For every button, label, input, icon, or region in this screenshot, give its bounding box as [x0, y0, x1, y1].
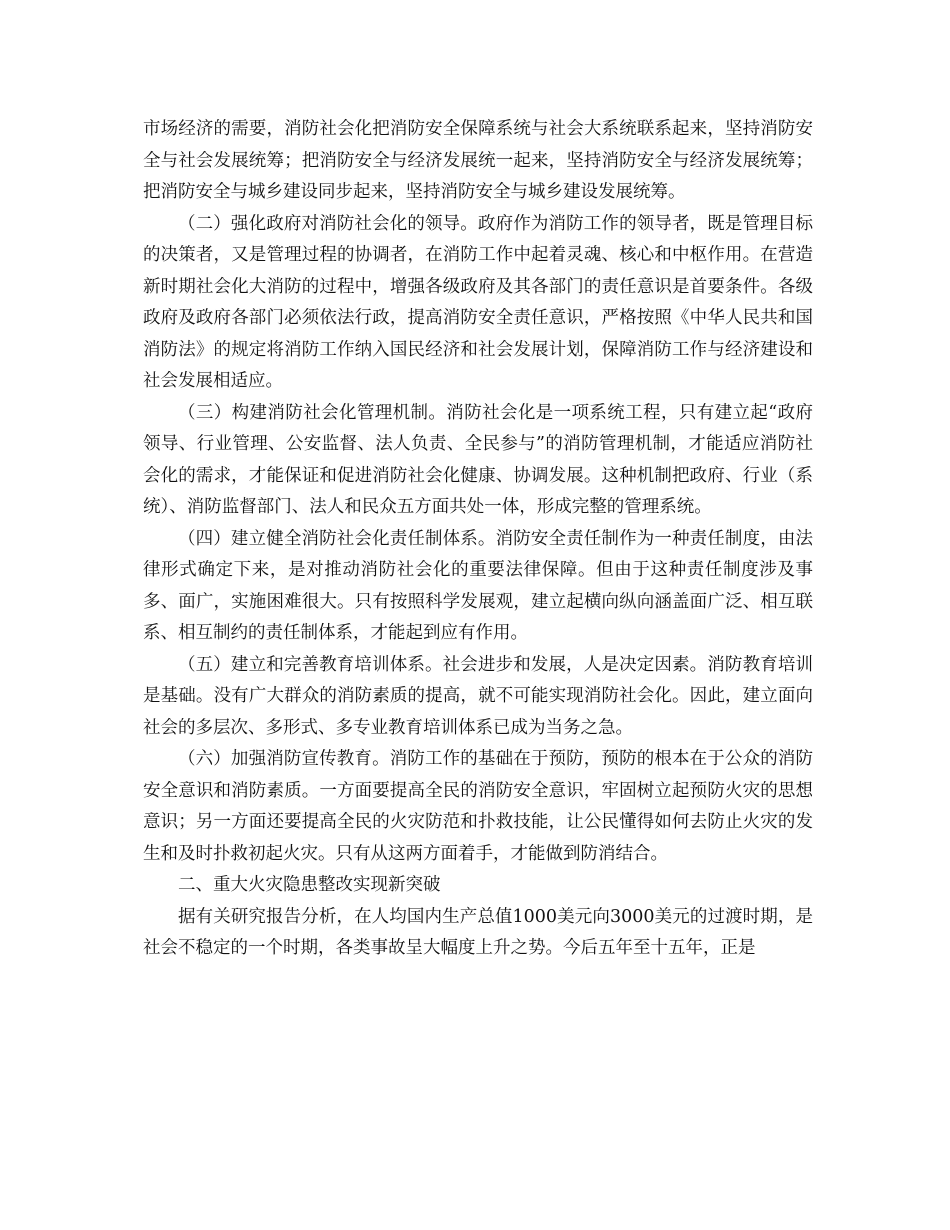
document-page	[143, 114, 813, 965]
paragraph-1: 市场经济的需要，消防社会化把消防安全保障系统与社会大系统联系起来，坚持消防安全与社会发展统筹；把消防安全与经济发展统一起来，坚持消防安全与经济发展统筹；把消防安全与城乡建设同步起来，坚持消防安全与城乡建设发展统筹。	[143, 119, 813, 202]
section-heading: 二、重大火灾隐患整改实现新突破	[178, 875, 441, 895]
paragraph-4: （四）建立健全消防社会化责任制体系。消防安全责任制作为一种责任制度，由法律形式确定下来，是对推动消防社会化的重要法律保障。但由于这种责任制度涉及事多、面广，实施困难很大。只有按照科学发展观，建立起横向纵向涵盖面广泛、相互联系、相互制约的责任制体系，才能起到应有作用。	[143, 528, 813, 643]
paragraph-7: 据有关研究报告分析，在人均国内生产总值1000美元向3000美元的过渡时期，是社会不稳定的一个时期，各类事故呈大幅度上升之势。今后五年至十五年，正是	[143, 906, 813, 958]
paragraph-6: （六）加强消防宣传教育。消防工作的基础在于预防，预防的根本在于公众的消防安全意识和消防素质。一方面要提高全民的消防安全意识，牢固树立起预防火灾的思想意识；另一方面还要提高全民的火灾防范和扑救技能，让公民懂得如何去防止火灾的发生和及时扑救初起火灾。只有从这两方面着手，才能做到防消结合。	[143, 749, 813, 864]
paragraph-5: （五）建立和完善教育培训体系。社会进步和发展，人是决定因素。消防教育培训是基础。没有广大群众的消防素质的提高，就不可能实现消防社会化。因此，建立面向社会的多层次、多形式、多专业教育培训体系已成为当务之急。	[143, 654, 813, 738]
paragraph-2: （二）强化政府对消防社会化的领导。政府作为消防工作的领导者，既是管理目标的决策者，又是管理过程的协调者，在消防工作中起着灵魂、核心和中枢作用。在营造新时期社会化大消防的过程中，增强各级政府及其各部门的责任意识是首要条件。各级政府及政府各部门必须依法行政，提高消防安全责任意识，严格按照《中华人民共和国消防法》的规定将消防工作纳入国民经济和社会发展计划，保障消防工作与经济建设和社会发展相适应。	[143, 213, 813, 391]
paragraph-3: （三）构建消防社会化管理机制。消防社会化是一项系统工程，只有建立起“政府领导、行业管理、公安监督、法人负责、全民参与”的消防管理机制，才能适应消防社会化的需求，才能保证和促进消防社会化健康、协调发展。这种机制把政府、行业（系统）、消防监督部门、法人和民众五方面共处一体，形成完整的管理系统。	[143, 402, 813, 517]
